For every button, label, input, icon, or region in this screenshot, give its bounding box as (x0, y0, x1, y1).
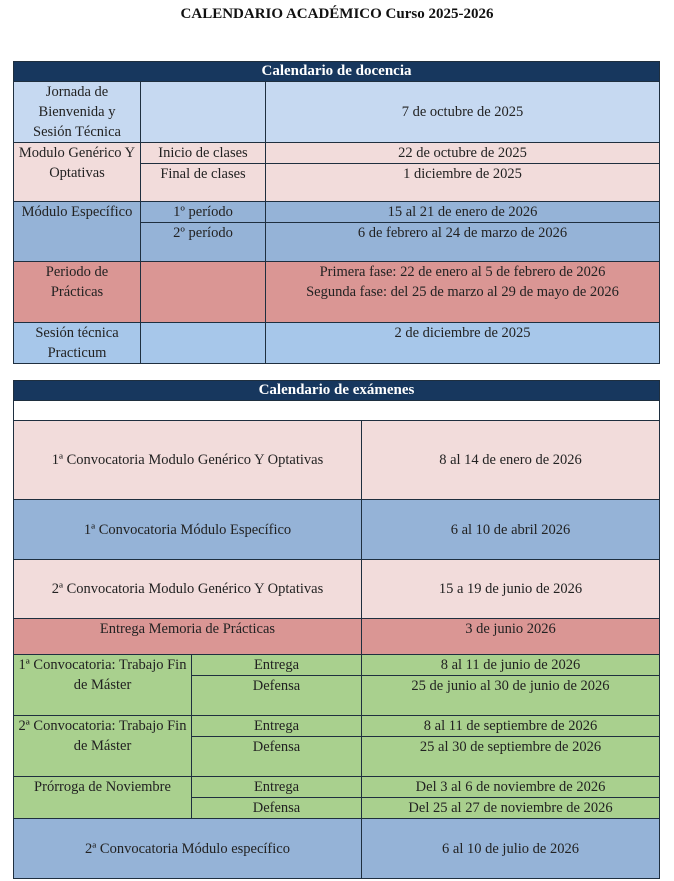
tfm1-defensa-date: 25 de junio al 30 de junio de 2026 (362, 676, 660, 716)
tfm2-defensa-label: Defensa (192, 737, 362, 777)
periodo2-date: 6 de febrero al 24 de marzo de 2026 (266, 223, 660, 262)
memoria-label: Entrega Memoria de Prácticas (14, 619, 362, 655)
prorroga-defensa-date: Del 25 al 27 de noviembre de 2026 (362, 798, 660, 819)
memoria-date: 3 de junio 2026 (362, 619, 660, 655)
examenes-spacer (14, 401, 660, 421)
practicum-date: 2 de diciembre de 2025 (266, 323, 660, 364)
conv2-especifico-date: 6 al 10 de julio de 2026 (362, 819, 660, 879)
prorroga-label: Prórroga de Noviembre (14, 777, 192, 819)
generico-label: Modulo Genérico Y Optativas (14, 143, 141, 202)
examenes-header: Calendario de exámenes (14, 381, 660, 401)
inicio-clases-label: Inicio de clases (141, 143, 266, 164)
tfm2-entrega-label: Entrega (192, 716, 362, 737)
docencia-table (13, 61, 660, 364)
practicas-fase1: Primera fase: 22 de enero al 5 de febrero de 2026 (319, 264, 606, 280)
jornada-empty (141, 82, 266, 143)
tfm1-label: 1ª Convocatoria: Trabajo Fin de Máster (14, 655, 192, 716)
final-clases-date: 1 diciembre de 2025 (266, 164, 660, 202)
periodo1-date: 15 al 21 de enero de 2026 (266, 202, 660, 223)
prorroga-entrega-label: Entrega (192, 777, 362, 798)
practicum-label: Sesión técnica Practicum (14, 323, 141, 364)
practicas-label: Periodo de Prácticas (14, 262, 141, 323)
conv2-especifico-label: 2ª Convocatoria Módulo específico (14, 819, 362, 879)
jornada-date: 7 de octubre de 2025 (266, 82, 660, 143)
practicas-dates (266, 262, 660, 323)
periodo2-label: 2º período (141, 223, 266, 262)
periodo1-label: 1º período (141, 202, 266, 223)
conv1-especifico-date: 6 al 10 de abril 2026 (362, 500, 660, 560)
tfm2-label: 2ª Convocatoria: Trabajo Fin de Máster (14, 716, 192, 777)
examenes-table (13, 380, 660, 879)
prorroga-defensa-label: Defensa (192, 798, 362, 819)
practicas-fase2: Segunda fase: del 25 de marzo al 29 de mayo de 2026 (306, 284, 619, 300)
conv1-generico-label: 1ª Convocatoria Modulo Genérico Y Optativas (14, 421, 362, 500)
practicum-empty (141, 323, 266, 364)
practicas-empty (141, 262, 266, 323)
final-clases-label: Final de clases (141, 164, 266, 202)
jornada-label: Jornada de Bienvenida y Sesión Técnica (14, 82, 141, 143)
conv2-generico-label: 2ª Convocatoria Modulo Genérico Y Optativas (14, 560, 362, 619)
prorroga-entrega-date: Del 3 al 6 de noviembre de 2026 (362, 777, 660, 798)
inicio-clases-date: 22 de octubre de 2025 (266, 143, 660, 164)
tfm2-entrega-date: 8 al 11 de septiembre de 2026 (362, 716, 660, 737)
conv1-especifico-label: 1ª Convocatoria Módulo Específico (14, 500, 362, 560)
especifico-label: Módulo Específico (14, 202, 141, 262)
tfm1-entrega-label: Entrega (192, 655, 362, 676)
conv1-generico-date: 8 al 14 de enero de 2026 (362, 421, 660, 500)
tfm1-entrega-date: 8 al 11 de junio de 2026 (362, 655, 660, 676)
conv2-generico-date: 15 a 19 de junio de 2026 (362, 560, 660, 619)
tfm2-defensa-date: 25 al 30 de septiembre de 2026 (362, 737, 660, 777)
docencia-header: Calendario de docencia (14, 62, 660, 82)
tfm1-defensa-label: Defensa (192, 676, 362, 716)
page-title: CALENDARIO ACADÉMICO Curso 2025-2026 (180, 6, 494, 22)
